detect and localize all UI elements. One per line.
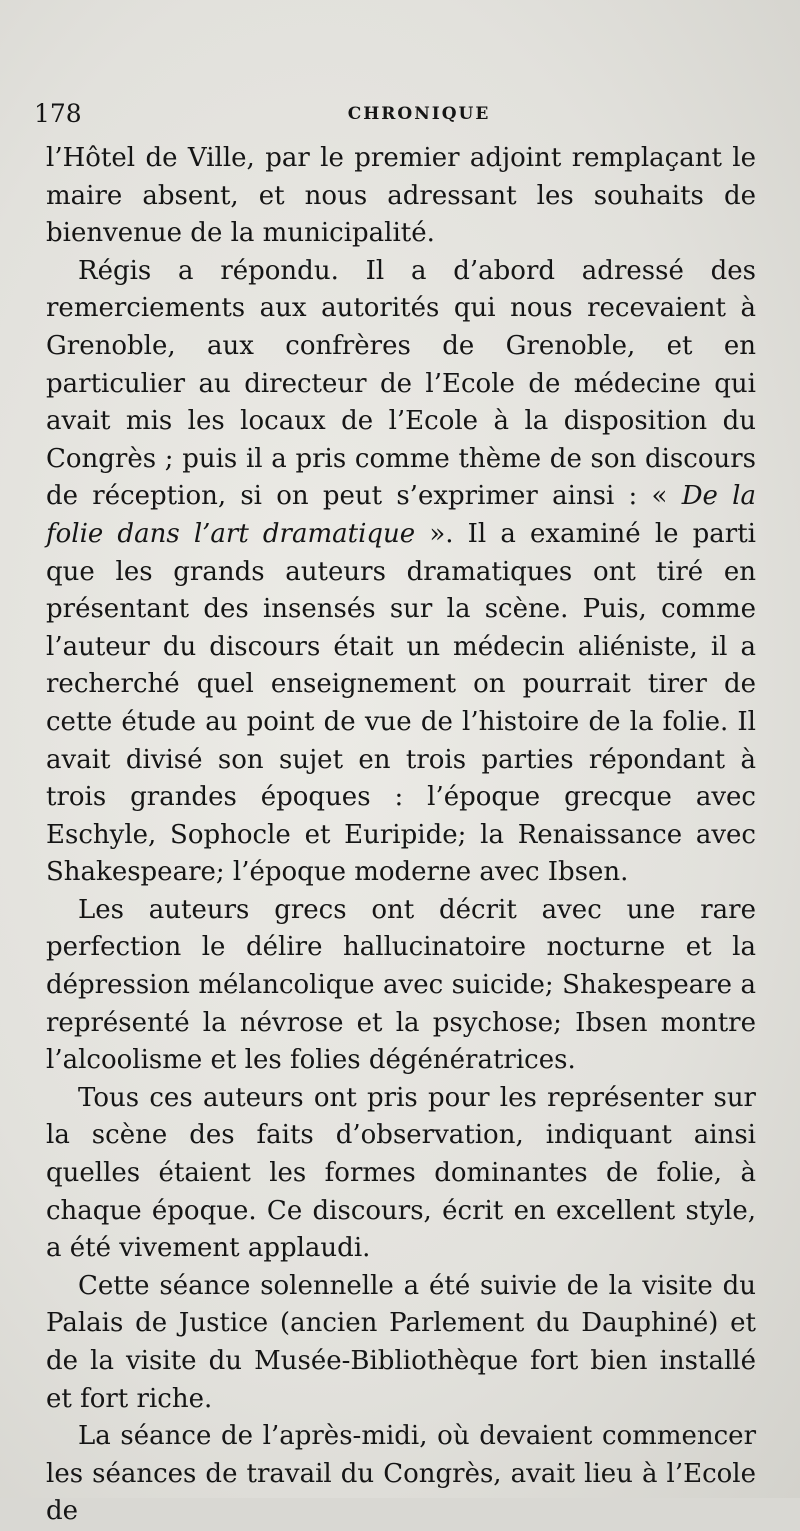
paragraph-4: Tous ces auteurs ont pris pour les représenter sur la scène des faits d’observation, indiquant ainsi quelles étaient les formes dominantes de folie, à chaque époque. Ce discours, écrit en excellent style, a été vivement applaudi. [46, 1082, 756, 1264]
paragraph-2-text-after: ». Il a examiné le parti que les grands auteurs dramatiques ont tiré en présentant des insensés sur la scène. Puis, comme l’auteur du discours était un médecin aliéniste, il a recherché quel enseignement on pourrait tirer de cette étude au point de vue de l’histoire de la folie. Il avait divisé son sujet en trois parties répondant à trois grandes époques : l’époque grecque avec Eschyle, Sophocle et Euripide; la Renaissance avec Shakespeare; l’époque moderne avec Ibsen. [46, 518, 756, 888]
page-header [34, 96, 764, 132]
paragraph-3: Les auteurs grecs ont décrit avec une rare perfection le délire hallucinatoire nocturne et la dépression mélancolique avec suicide; Shakespeare a représenté la névrose et la psychose; Ibsen montre l’alcoolisme et les folies dégénératrices. [46, 894, 756, 1076]
paragraph-2-text-before: Régis a répondu. Il a d’abord adressé des remerciements aux autorités qui nous recevaient à Grenoble, aux confrères de Grenoble, et en particulier au directeur de l’Ecole de médecine qui avait mis les locaux de l’Ecole à la disposition du Congrès ; puis il a pris comme thème de son discours de réception, si on peut s’exprimer ainsi : « [46, 255, 756, 512]
page-number: 178 [34, 99, 82, 128]
discourse-title: De la folie dans l’art dramatique [46, 481, 756, 549]
paragraph-5: Cette séance solennelle a été suivie de la visite du Palais de Justice (ancien Parlement du Dauphiné) et de la visite du Musée-Bibliothèque fort bien installé et fort riche. [46, 1270, 756, 1414]
running-head: CHRONIQUE [347, 104, 491, 124]
paragraph-1: l’Hôtel de Ville, par le premier adjoint remplaçant le maire absent, et nous adressant les souhaits de bienvenue de la municipalité. [46, 143, 756, 249]
paragraph-2 [46, 253, 756, 892]
body-text [46, 140, 756, 1531]
paragraph-6: La séance de l’après-midi, où devaient commencer les séances de travail du Congrès, avait lieu à l’Ecole de [46, 1421, 756, 1527]
